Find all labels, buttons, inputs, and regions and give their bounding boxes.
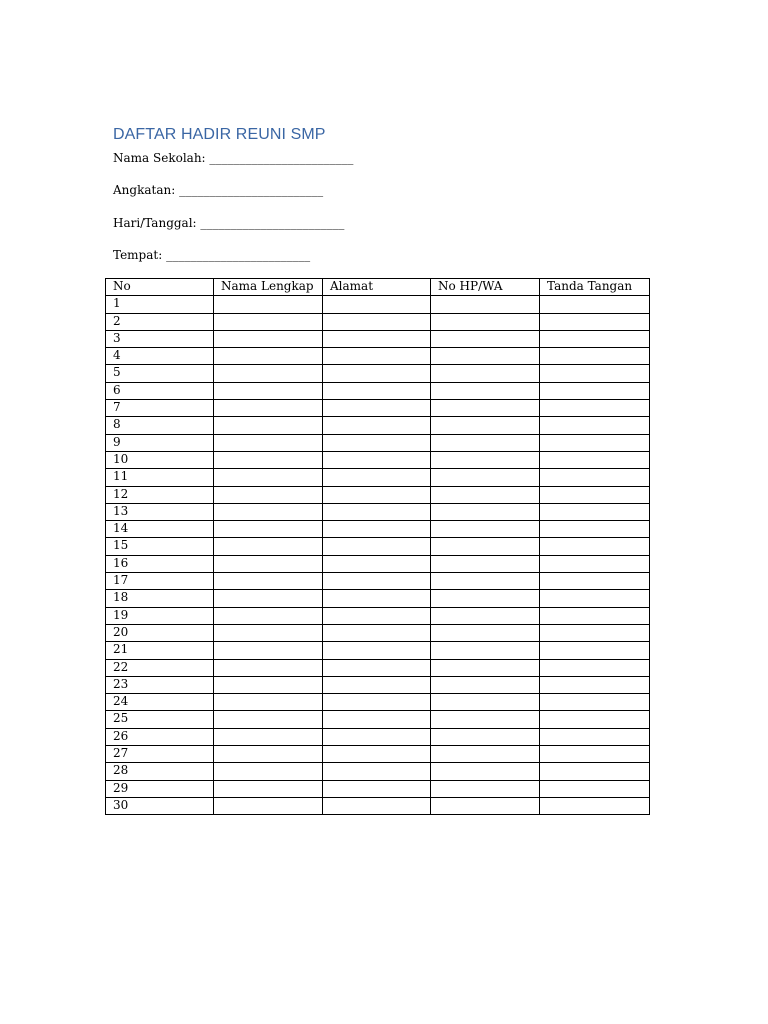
cell-tanda-tangan bbox=[540, 573, 650, 590]
cell-nama-lengkap bbox=[214, 538, 323, 555]
cell-alamat bbox=[323, 763, 431, 780]
cell-tanda-tangan bbox=[540, 417, 650, 434]
cell-tanda-tangan bbox=[540, 746, 650, 763]
cell-nama-lengkap bbox=[214, 607, 323, 624]
field-label: Angkatan: bbox=[113, 183, 176, 197]
cell-alamat bbox=[323, 590, 431, 607]
cell-no: 16 bbox=[106, 555, 214, 572]
cell-tanda-tangan bbox=[540, 659, 650, 676]
header-nama-lengkap: Nama Lengkap bbox=[214, 279, 323, 296]
cell-tanda-tangan bbox=[540, 555, 650, 572]
table-row bbox=[106, 538, 650, 555]
cell-no-hp-wa bbox=[431, 607, 540, 624]
document-title: DAFTAR HADIR REUNI SMP bbox=[113, 126, 326, 143]
table-row bbox=[106, 348, 650, 365]
cell-tanda-tangan bbox=[540, 451, 650, 468]
header-no-hp-wa: No HP/WA bbox=[431, 279, 540, 296]
cell-no: 6 bbox=[106, 382, 214, 399]
cell-no: 22 bbox=[106, 659, 214, 676]
table-row bbox=[106, 486, 650, 503]
cell-nama-lengkap bbox=[214, 503, 323, 520]
table-row bbox=[106, 555, 650, 572]
table-row bbox=[106, 400, 650, 417]
table-row bbox=[106, 521, 650, 538]
cell-alamat bbox=[323, 296, 431, 313]
cell-alamat bbox=[323, 728, 431, 745]
table-row bbox=[106, 659, 650, 676]
cell-no-hp-wa bbox=[431, 590, 540, 607]
cell-nama-lengkap bbox=[214, 676, 323, 693]
cell-no: 19 bbox=[106, 607, 214, 624]
cell-no-hp-wa bbox=[431, 642, 540, 659]
cell-no-hp-wa bbox=[431, 313, 540, 330]
cell-nama-lengkap bbox=[214, 659, 323, 676]
table-row bbox=[106, 365, 650, 382]
cell-alamat bbox=[323, 694, 431, 711]
table-row bbox=[106, 434, 650, 451]
cell-tanda-tangan bbox=[540, 486, 650, 503]
cell-no: 5 bbox=[106, 365, 214, 382]
cell-tanda-tangan bbox=[540, 434, 650, 451]
cell-no: 4 bbox=[106, 348, 214, 365]
cell-no: 27 bbox=[106, 746, 214, 763]
cell-alamat bbox=[323, 365, 431, 382]
header-no: No bbox=[106, 279, 214, 296]
attendance-table bbox=[105, 278, 650, 815]
cell-no-hp-wa bbox=[431, 659, 540, 676]
table-row bbox=[106, 780, 650, 797]
table-row bbox=[106, 642, 650, 659]
cell-alamat bbox=[323, 607, 431, 624]
cell-no: 11 bbox=[106, 469, 214, 486]
cell-nama-lengkap bbox=[214, 382, 323, 399]
cell-alamat bbox=[323, 451, 431, 468]
attendance-table-body bbox=[106, 279, 650, 815]
cell-no-hp-wa bbox=[431, 521, 540, 538]
cell-no: 7 bbox=[106, 400, 214, 417]
table-header-row bbox=[106, 279, 650, 296]
table-row bbox=[106, 746, 650, 763]
cell-no: 3 bbox=[106, 330, 214, 347]
cell-no: 29 bbox=[106, 780, 214, 797]
cell-nama-lengkap bbox=[214, 711, 323, 728]
cell-no-hp-wa bbox=[431, 503, 540, 520]
cell-nama-lengkap bbox=[214, 780, 323, 797]
cell-no: 25 bbox=[106, 711, 214, 728]
cell-tanda-tangan bbox=[540, 382, 650, 399]
cell-alamat bbox=[323, 469, 431, 486]
cell-tanda-tangan bbox=[540, 728, 650, 745]
table-row bbox=[106, 763, 650, 780]
table-row bbox=[106, 330, 650, 347]
cell-alamat bbox=[323, 659, 431, 676]
cell-tanda-tangan bbox=[540, 503, 650, 520]
cell-no: 15 bbox=[106, 538, 214, 555]
cell-alamat bbox=[323, 434, 431, 451]
cell-no-hp-wa bbox=[431, 797, 540, 814]
cell-no-hp-wa bbox=[431, 365, 540, 382]
cell-nama-lengkap bbox=[214, 694, 323, 711]
cell-no-hp-wa bbox=[431, 694, 540, 711]
cell-no: 21 bbox=[106, 642, 214, 659]
cell-nama-lengkap bbox=[214, 330, 323, 347]
cell-alamat bbox=[323, 330, 431, 347]
cell-tanda-tangan bbox=[540, 348, 650, 365]
cell-no: 2 bbox=[106, 313, 214, 330]
cell-no: 26 bbox=[106, 728, 214, 745]
header-tanda-tangan: Tanda Tangan bbox=[540, 279, 650, 296]
cell-no: 8 bbox=[106, 417, 214, 434]
cell-alamat bbox=[323, 555, 431, 572]
table-row bbox=[106, 296, 650, 313]
table-row bbox=[106, 676, 650, 693]
cell-no-hp-wa bbox=[431, 746, 540, 763]
cell-no-hp-wa bbox=[431, 330, 540, 347]
cell-tanda-tangan bbox=[540, 330, 650, 347]
table-row bbox=[106, 417, 650, 434]
cell-tanda-tangan bbox=[540, 711, 650, 728]
cell-alamat bbox=[323, 746, 431, 763]
cell-nama-lengkap bbox=[214, 469, 323, 486]
table-row bbox=[106, 711, 650, 728]
cell-tanda-tangan bbox=[540, 780, 650, 797]
cell-no-hp-wa bbox=[431, 763, 540, 780]
cell-no-hp-wa bbox=[431, 417, 540, 434]
cell-nama-lengkap bbox=[214, 296, 323, 313]
header-alamat: Alamat bbox=[323, 279, 431, 296]
table-row bbox=[106, 624, 650, 641]
cell-no-hp-wa bbox=[431, 451, 540, 468]
cell-alamat bbox=[323, 313, 431, 330]
table-row bbox=[106, 590, 650, 607]
cell-no-hp-wa bbox=[431, 711, 540, 728]
cell-no: 23 bbox=[106, 676, 214, 693]
table-row bbox=[106, 503, 650, 520]
cell-no-hp-wa bbox=[431, 348, 540, 365]
table-row bbox=[106, 573, 650, 590]
table-row bbox=[106, 451, 650, 468]
cell-no-hp-wa bbox=[431, 400, 540, 417]
cell-nama-lengkap bbox=[214, 797, 323, 814]
cell-tanda-tangan bbox=[540, 763, 650, 780]
cell-tanda-tangan bbox=[540, 296, 650, 313]
cell-nama-lengkap bbox=[214, 417, 323, 434]
cell-nama-lengkap bbox=[214, 451, 323, 468]
cell-no-hp-wa bbox=[431, 624, 540, 641]
cell-tanda-tangan bbox=[540, 797, 650, 814]
table-row bbox=[106, 728, 650, 745]
cell-alamat bbox=[323, 521, 431, 538]
cell-no-hp-wa bbox=[431, 573, 540, 590]
cell-no: 17 bbox=[106, 573, 214, 590]
cell-alamat bbox=[323, 780, 431, 797]
cell-nama-lengkap bbox=[214, 348, 323, 365]
cell-nama-lengkap bbox=[214, 555, 323, 572]
cell-no: 18 bbox=[106, 590, 214, 607]
cell-nama-lengkap bbox=[214, 313, 323, 330]
cell-tanda-tangan bbox=[540, 313, 650, 330]
table-row bbox=[106, 797, 650, 814]
cell-alamat bbox=[323, 400, 431, 417]
cell-alamat bbox=[323, 486, 431, 503]
cell-alamat bbox=[323, 573, 431, 590]
cell-no-hp-wa bbox=[431, 382, 540, 399]
cell-tanda-tangan bbox=[540, 469, 650, 486]
cell-tanda-tangan bbox=[540, 676, 650, 693]
cell-no-hp-wa bbox=[431, 538, 540, 555]
cell-nama-lengkap bbox=[214, 624, 323, 641]
cell-nama-lengkap bbox=[214, 400, 323, 417]
field-label: Hari/Tanggal: bbox=[113, 216, 197, 230]
cell-nama-lengkap bbox=[214, 434, 323, 451]
field-blank-line: ________________________ bbox=[200, 216, 345, 230]
cell-no-hp-wa bbox=[431, 676, 540, 693]
cell-no: 10 bbox=[106, 451, 214, 468]
cell-alamat bbox=[323, 382, 431, 399]
cell-tanda-tangan bbox=[540, 590, 650, 607]
table-row bbox=[106, 694, 650, 711]
cell-no: 20 bbox=[106, 624, 214, 641]
field-tempat bbox=[113, 248, 310, 262]
cell-alamat bbox=[323, 676, 431, 693]
cell-no-hp-wa bbox=[431, 434, 540, 451]
field-angkatan bbox=[113, 183, 323, 197]
cell-no-hp-wa bbox=[431, 555, 540, 572]
cell-nama-lengkap bbox=[214, 746, 323, 763]
table-row bbox=[106, 313, 650, 330]
cell-no-hp-wa bbox=[431, 728, 540, 745]
cell-no: 28 bbox=[106, 763, 214, 780]
cell-tanda-tangan bbox=[540, 400, 650, 417]
field-blank-line: ________________________ bbox=[209, 151, 354, 165]
cell-tanda-tangan bbox=[540, 521, 650, 538]
cell-alamat bbox=[323, 538, 431, 555]
cell-no: 30 bbox=[106, 797, 214, 814]
cell-alamat bbox=[323, 348, 431, 365]
field-label: Nama Sekolah: bbox=[113, 151, 206, 165]
cell-no: 9 bbox=[106, 434, 214, 451]
table-row bbox=[106, 382, 650, 399]
cell-alamat bbox=[323, 642, 431, 659]
cell-nama-lengkap bbox=[214, 521, 323, 538]
cell-no-hp-wa bbox=[431, 296, 540, 313]
cell-tanda-tangan bbox=[540, 365, 650, 382]
cell-alamat bbox=[323, 417, 431, 434]
cell-no: 1 bbox=[106, 296, 214, 313]
field-label: Tempat: bbox=[113, 248, 163, 262]
cell-alamat bbox=[323, 711, 431, 728]
field-blank-line: ________________________ bbox=[179, 183, 324, 197]
cell-alamat bbox=[323, 797, 431, 814]
cell-no-hp-wa bbox=[431, 486, 540, 503]
field-blank-line: ________________________ bbox=[166, 248, 311, 262]
cell-nama-lengkap bbox=[214, 365, 323, 382]
cell-no: 12 bbox=[106, 486, 214, 503]
cell-alamat bbox=[323, 624, 431, 641]
cell-no-hp-wa bbox=[431, 780, 540, 797]
cell-tanda-tangan bbox=[540, 642, 650, 659]
cell-nama-lengkap bbox=[214, 642, 323, 659]
table-row bbox=[106, 607, 650, 624]
cell-tanda-tangan bbox=[540, 607, 650, 624]
cell-nama-lengkap bbox=[214, 590, 323, 607]
cell-no: 13 bbox=[106, 503, 214, 520]
cell-tanda-tangan bbox=[540, 624, 650, 641]
table-row bbox=[106, 469, 650, 486]
cell-nama-lengkap bbox=[214, 728, 323, 745]
cell-tanda-tangan bbox=[540, 694, 650, 711]
field-nama-sekolah bbox=[113, 151, 353, 165]
cell-no: 14 bbox=[106, 521, 214, 538]
cell-no-hp-wa bbox=[431, 469, 540, 486]
cell-nama-lengkap bbox=[214, 573, 323, 590]
cell-alamat bbox=[323, 503, 431, 520]
cell-tanda-tangan bbox=[540, 538, 650, 555]
cell-nama-lengkap bbox=[214, 486, 323, 503]
cell-nama-lengkap bbox=[214, 763, 323, 780]
field-hari-tanggal bbox=[113, 216, 344, 230]
cell-no: 24 bbox=[106, 694, 214, 711]
